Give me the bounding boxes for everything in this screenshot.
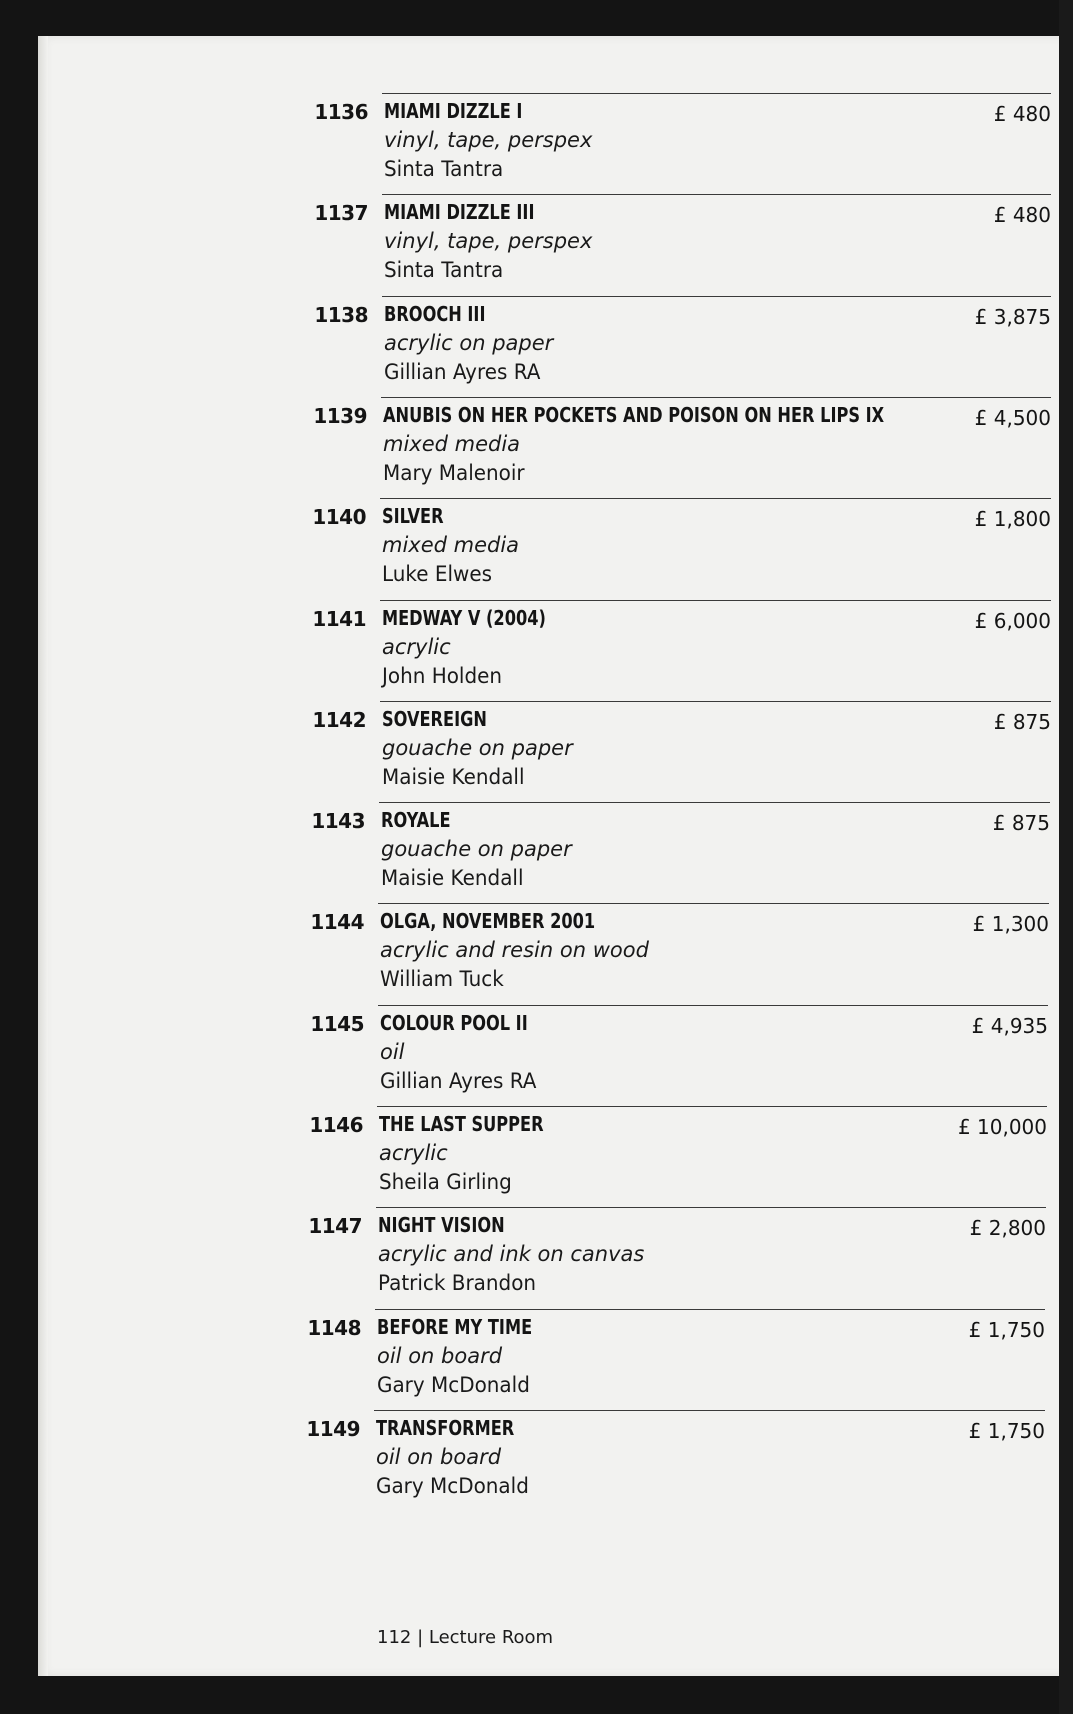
- catalogue-entry: [0, 1309, 1043, 1410]
- lot-number: 1147: [308, 1214, 362, 1238]
- entry-divider: [382, 93, 1051, 94]
- catalogue-entry: [0, 1106, 1045, 1207]
- artwork-title: MEDWAY V (2004): [382, 606, 546, 630]
- lot-number: 1138: [314, 303, 368, 327]
- entry-divider: [375, 1309, 1045, 1310]
- lot-number: 1145: [310, 1012, 364, 1036]
- artist-name: Gillian Ayres RA: [384, 360, 541, 384]
- catalogue-entry: [0, 903, 1049, 1004]
- lot-number: 1143: [311, 809, 365, 833]
- lot-number: 1136: [314, 100, 368, 124]
- artwork-price: £ 1,750: [968, 1318, 1045, 1342]
- catalogue-entry: [0, 600, 1051, 701]
- artwork-medium: acrylic: [382, 635, 451, 659]
- lot-number: 1144: [310, 910, 364, 934]
- artist-name: Sheila Girling: [379, 1170, 512, 1194]
- entry-divider: [380, 498, 1051, 499]
- entry-divider: [381, 397, 1051, 398]
- artwork-medium: acrylic and resin on wood: [380, 938, 649, 962]
- entry-divider: [378, 903, 1049, 904]
- artwork-title: NIGHT VISION: [378, 1213, 505, 1237]
- artwork-title: BEFORE MY TIME: [377, 1315, 533, 1339]
- artist-name: Sinta Tantra: [384, 258, 504, 282]
- entry-divider: [380, 600, 1051, 601]
- artwork-price: £ 480: [993, 203, 1051, 227]
- artist-name: Gary McDonald: [377, 1373, 530, 1397]
- catalogue-entry: [0, 1005, 1046, 1106]
- artwork-medium: acrylic: [379, 1141, 448, 1165]
- artwork-medium: gouache on paper: [381, 837, 572, 861]
- artwork-title: OLGA, NOVEMBER 2001: [380, 909, 596, 933]
- lot-number: 1148: [307, 1316, 361, 1340]
- catalogue-entry: [0, 194, 1050, 295]
- artist-name: Maisie Kendall: [382, 765, 525, 789]
- page-footer: 112 | Lecture Room: [377, 1627, 554, 1648]
- lot-number: 1141: [312, 607, 366, 631]
- lot-number: 1146: [309, 1113, 363, 1137]
- lot-number: 1149: [306, 1417, 360, 1441]
- artwork-medium: mixed media: [382, 533, 520, 557]
- artwork-price: £ 875: [992, 811, 1050, 835]
- artwork-title: THE LAST SUPPER: [379, 1112, 544, 1136]
- catalogue-entry: [0, 296, 1050, 397]
- entry-divider: [380, 701, 1051, 702]
- artwork-price: £ 4,500: [974, 406, 1051, 430]
- entry-divider: [382, 296, 1051, 297]
- artwork-title: SILVER: [382, 504, 444, 528]
- artwork-medium: vinyl, tape, perspex: [384, 128, 593, 152]
- artwork-price: £ 875: [993, 710, 1051, 734]
- entry-divider: [376, 1207, 1046, 1208]
- artwork-medium: gouache on paper: [382, 736, 573, 760]
- lot-number: 1140: [312, 505, 366, 529]
- binding-edge: [1059, 0, 1073, 1714]
- artwork-medium: acrylic and ink on canvas: [378, 1242, 645, 1266]
- artwork-medium: oil on board: [376, 1445, 502, 1469]
- artist-name: William Tuck: [380, 967, 504, 991]
- artwork-price: £ 1,750: [968, 1419, 1045, 1443]
- artist-name: Patrick Brandon: [378, 1271, 537, 1295]
- entry-divider: [377, 1106, 1047, 1107]
- entry-divider: [379, 802, 1050, 803]
- artwork-title: ANUBIS ON HER POCKETS AND POISON ON HER LIPS IX: [383, 403, 885, 427]
- catalogue-entry: [0, 1207, 1044, 1308]
- artist-name: John Holden: [382, 664, 503, 688]
- lot-number: 1137: [314, 201, 368, 225]
- catalogue-entry: [0, 498, 1051, 599]
- entry-divider: [382, 194, 1051, 195]
- artwork-title: ROYALE: [381, 808, 451, 832]
- catalogue-entry: [0, 701, 1051, 802]
- artist-name: Gillian Ayres RA: [380, 1069, 537, 1093]
- artwork-medium: oil: [380, 1040, 405, 1064]
- artist-name: Sinta Tantra: [384, 157, 504, 181]
- artwork-price: £ 1,300: [972, 912, 1049, 936]
- artwork-title: MIAMI DIZZLE III: [384, 200, 535, 224]
- artwork-price: £ 3,875: [974, 305, 1051, 329]
- lot-number: 1139: [313, 404, 367, 428]
- artwork-price: £ 480: [993, 102, 1051, 126]
- artwork-price: £ 2,800: [969, 1216, 1046, 1240]
- artwork-price: £ 4,935: [971, 1014, 1048, 1038]
- artwork-medium: mixed media: [383, 432, 521, 456]
- artwork-title: SOVEREIGN: [382, 707, 487, 731]
- artist-name: Gary McDonald: [376, 1474, 529, 1498]
- artwork-medium: vinyl, tape, perspex: [384, 229, 593, 253]
- artwork-price: £ 10,000: [957, 1115, 1047, 1139]
- lot-number: 1142: [312, 708, 366, 732]
- artwork-medium: acrylic on paper: [384, 331, 554, 355]
- catalogue-entry: [0, 93, 1050, 194]
- artwork-title: TRANSFORMER: [376, 1416, 515, 1440]
- entry-divider: [374, 1410, 1045, 1411]
- artist-name: Mary Malenoir: [383, 461, 525, 485]
- artwork-title: BROOCH III: [384, 302, 486, 326]
- catalogue-entry: [0, 1410, 1045, 1511]
- artwork-price: £ 1,800: [974, 507, 1051, 531]
- catalogue-entry: [0, 397, 1049, 498]
- artwork-title: COLOUR POOL II: [380, 1011, 528, 1035]
- artwork-medium: oil on board: [377, 1344, 503, 1368]
- entry-divider: [378, 1005, 1048, 1006]
- catalogue-entry: [0, 802, 1050, 903]
- artist-name: Luke Elwes: [382, 562, 493, 586]
- artwork-price: £ 6,000: [974, 609, 1051, 633]
- artwork-title: MIAMI DIZZLE I: [384, 99, 523, 123]
- artist-name: Maisie Kendall: [381, 866, 524, 890]
